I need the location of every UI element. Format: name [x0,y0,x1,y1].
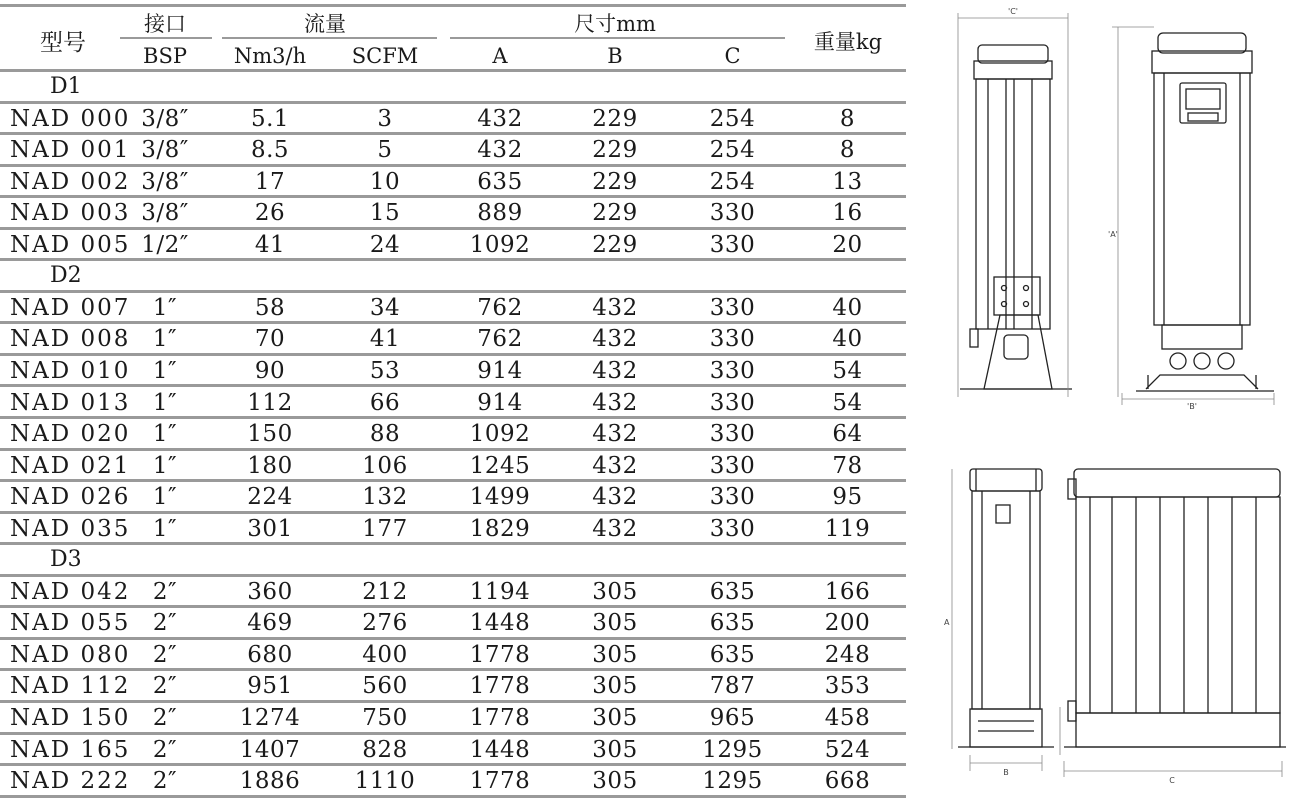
dim-a-cell: 635 [477,168,523,195]
bsp-cell: 2″ [152,673,178,700]
bsp-cell: 1″ [152,294,178,321]
nm3h-cell: 360 [247,578,293,605]
dim-b-cell: 305 [592,578,638,605]
dim-b-cell: 432 [592,294,638,321]
dim-a-cell: 914 [477,357,523,384]
group-label: D3 [50,547,82,573]
dim-b-cell: 432 [592,421,638,448]
dim-c-cell: 635 [709,610,756,637]
dim-a-cell: 914 [477,389,523,416]
table-row [0,388,906,420]
dim-c-cell: 330 [709,421,756,448]
dim-c-cell: 330 [709,389,756,416]
table-row [0,356,906,388]
table-row [0,293,906,325]
scfm-cell: 5 [377,137,393,164]
table-row [0,419,906,451]
model-cell: NAD 222 [10,768,131,795]
dim-a-cell: 762 [477,326,523,353]
dim-c-cell: 787 [709,673,756,700]
header-dims: 尺寸mm [574,12,656,36]
table-row [0,104,906,136]
header-flow: 流量 [304,12,346,36]
table-row [0,482,906,514]
bsp-cell: 3/8″ [141,168,189,195]
bsp-cell: 1″ [152,484,178,511]
dim-a-cell: 1092 [469,231,531,258]
table-row [0,167,906,199]
table-row [0,671,906,703]
d3-dim-c-label: C [1169,776,1175,785]
group-label: D1 [50,74,82,99]
group-row [0,261,906,293]
dim-c-cell: 330 [709,231,756,258]
header-b: B [607,44,623,68]
dim-a-cell: 1194 [469,578,531,605]
header-nm3h: Nm3/h [233,44,307,68]
scfm-cell: 276 [362,610,408,637]
header-port-rule [120,37,212,39]
bsp-cell: 2″ [152,641,178,668]
header-c: C [724,44,741,68]
dim-c-cell: 965 [709,705,756,731]
model-cell: NAD 080 [10,641,131,668]
nm3h-cell: 224 [247,484,293,511]
model-cell: NAD 042 [10,578,131,605]
dim-a-cell: 432 [477,137,523,164]
dim-c-cell: 254 [709,137,756,164]
header-dims-rule [450,37,785,39]
dim-c-cell: 330 [709,515,756,542]
dim-a-cell: 1829 [469,515,531,542]
dim-a-cell: 1778 [469,673,531,700]
header-weight: 重量kg [813,30,883,54]
nm3h-cell: 469 [247,610,293,637]
weight-cell: 668 [824,768,871,795]
dim-a-cell: 889 [477,200,523,227]
header-bsp: BSP [143,44,187,68]
bsp-cell: 1″ [152,452,178,479]
d1-d2-dim-b-label: 'B' [1187,402,1197,411]
scfm-cell: 53 [369,357,401,384]
scfm-cell: 10 [369,168,401,195]
weight-cell: 8 [839,137,856,164]
nm3h-cell: 680 [247,641,293,668]
bsp-cell: 1″ [152,326,178,353]
scfm-cell: 41 [369,326,401,353]
weight-cell: 64 [832,421,863,448]
scfm-cell: 177 [362,515,408,542]
model-cell: NAD 007 [10,294,131,321]
d3-dim-a-label: A [944,618,950,627]
dim-a-cell: 1092 [469,421,531,448]
bsp-cell: 1/2″ [141,231,189,258]
scfm-cell: 560 [362,673,408,700]
dim-c-cell: 254 [709,105,756,132]
model-cell: NAD 002 [10,168,131,195]
nm3h-cell: 26 [254,200,286,227]
model-cell: NAD 150 [10,705,131,731]
weight-cell: 40 [832,294,863,321]
nm3h-cell: 1886 [239,768,301,795]
dim-c-cell: 330 [709,484,756,511]
table-row [0,514,906,546]
model-cell: NAD 026 [10,484,131,511]
bsp-cell: 2″ [152,705,178,731]
nm3h-cell: 5.1 [250,105,290,132]
bsp-cell: 2″ [152,578,178,605]
group-row [0,545,906,577]
dim-c-cell: 330 [709,294,756,321]
table-row [0,703,906,735]
scfm-cell: 15 [369,200,401,227]
header-port: 接口 [144,12,186,36]
dim-b-cell: 432 [592,484,638,511]
weight-cell: 95 [832,484,863,511]
nm3h-cell: 70 [254,326,286,353]
model-cell: NAD 021 [10,452,131,479]
model-cell: NAD 035 [10,515,131,542]
scfm-cell: 66 [369,389,401,416]
weight-cell: 119 [824,515,871,542]
dim-b-cell: 432 [592,389,638,416]
bsp-cell: 3/8″ [141,137,189,164]
model-cell: NAD 000 [10,105,131,132]
model-cell: NAD 112 [10,673,131,700]
nm3h-cell: 150 [247,421,293,448]
weight-cell: 524 [824,736,871,763]
scfm-cell: 828 [362,736,408,763]
dim-b-cell: 229 [592,105,638,132]
group-label: D2 [50,263,82,289]
dim-b-cell: 305 [592,768,638,795]
scfm-cell: 212 [362,578,408,605]
weight-cell: 78 [832,452,863,479]
table-row [0,577,906,609]
header-a: A [492,44,508,68]
table-row [0,451,906,483]
table-row [0,640,906,672]
header-model: 型号 [40,30,86,56]
scfm-cell: 106 [362,452,408,479]
dim-c-cell: 330 [709,326,756,353]
dim-b-cell: 432 [592,357,638,384]
model-cell: NAD 165 [10,736,131,763]
dim-a-cell: 1448 [469,610,531,637]
dim-b-cell: 229 [592,231,638,258]
weight-cell: 200 [824,610,871,637]
bsp-cell: 2″ [152,736,178,763]
bsp-cell: 1″ [152,389,178,416]
dim-b-cell: 229 [592,137,638,164]
nm3h-cell: 951 [247,673,293,700]
scfm-cell: 1110 [354,768,416,795]
scfm-cell: 3 [377,105,393,132]
weight-cell: 166 [824,578,871,605]
dim-b-cell: 229 [592,168,638,195]
d1-d2-dim-c-label: 'C' [1008,7,1018,16]
nm3h-cell: 8.5 [250,137,290,164]
scfm-cell: 24 [369,231,401,258]
nm3h-cell: 301 [247,515,293,542]
weight-cell: 54 [832,357,863,384]
bsp-cell: 1″ [152,421,178,448]
table-row [0,766,906,798]
nm3h-cell: 90 [254,357,286,384]
weight-cell: 16 [832,200,863,227]
dim-c-cell: 254 [709,168,756,195]
table-row [0,230,906,262]
scfm-cell: 400 [362,641,408,668]
dim-a-cell: 1245 [469,452,531,479]
table-top-rule [0,4,906,7]
model-cell: NAD 003 [10,200,131,227]
table-row [0,324,906,356]
dim-b-cell: 432 [592,326,638,353]
scfm-cell: 88 [369,421,401,448]
dim-a-cell: 432 [477,105,523,132]
dim-c-cell: 1295 [702,768,763,795]
dim-b-cell: 305 [592,641,638,668]
d1-d2-dim-a-label: 'A' [1108,230,1118,239]
table-row [0,198,906,230]
bsp-cell: 1″ [152,357,178,384]
model-cell: NAD 001 [10,137,131,164]
dim-b-cell: 305 [592,610,638,637]
d3-drawing [940,455,1290,795]
dim-b-cell: 305 [592,736,638,763]
nm3h-cell: 180 [247,452,293,479]
header-flow-rule [222,37,437,39]
table-row [0,735,906,767]
dim-c-cell: 330 [709,452,756,479]
dim-a-cell: 1448 [469,736,531,763]
d3-dim-b-label: B [1003,768,1009,777]
weight-cell: 20 [832,231,863,258]
nm3h-cell: 1407 [239,736,301,763]
weight-cell: 40 [832,326,863,353]
model-cell: NAD 013 [10,389,131,416]
weight-cell: 458 [824,705,871,731]
dim-a-cell: 1499 [469,484,531,511]
bsp-cell: 1″ [152,515,178,542]
dim-b-cell: 432 [592,515,638,542]
dim-a-cell: 1778 [469,768,531,795]
dim-a-cell: 762 [477,294,523,321]
scfm-cell: 34 [369,294,401,321]
dim-b-cell: 432 [592,452,638,479]
d1-d2-drawing [940,5,1290,415]
header-scfm: SCFM [351,44,419,68]
bsp-cell: 2″ [152,610,178,637]
bsp-cell: 3/8″ [141,105,189,132]
nm3h-cell: 58 [254,294,286,321]
dim-a-cell: 1778 [469,705,531,731]
model-cell: NAD 055 [10,610,131,637]
dim-c-cell: 635 [709,641,756,668]
dim-a-cell: 1778 [469,641,531,668]
table-row [0,135,906,167]
weight-cell: 54 [832,389,863,416]
group-row [0,72,906,104]
weight-cell: 248 [824,641,871,668]
model-cell: NAD 005 [10,231,131,258]
nm3h-cell: 112 [247,389,293,416]
scfm-cell: 750 [362,705,408,731]
nm3h-cell: 1274 [239,705,301,731]
model-cell: NAD 020 [10,421,131,448]
bsp-cell: 3/8″ [141,200,189,227]
dim-c-cell: 1295 [702,736,763,763]
weight-cell: 353 [824,673,871,700]
model-cell: NAD 008 [10,326,131,353]
dim-b-cell: 229 [592,200,638,227]
dim-c-cell: 330 [709,357,756,384]
nm3h-cell: 17 [254,168,286,195]
dim-c-cell: 330 [709,200,756,227]
dim-b-cell: 305 [592,673,638,700]
nm3h-cell: 41 [254,231,286,258]
model-cell: NAD 010 [10,357,131,384]
table-row [0,608,906,640]
weight-cell: 8 [839,105,856,132]
dim-c-cell: 635 [709,578,756,605]
bsp-cell: 2″ [152,768,178,795]
scfm-cell: 132 [362,484,408,511]
dim-b-cell: 305 [592,705,638,731]
weight-cell: 13 [832,168,863,195]
